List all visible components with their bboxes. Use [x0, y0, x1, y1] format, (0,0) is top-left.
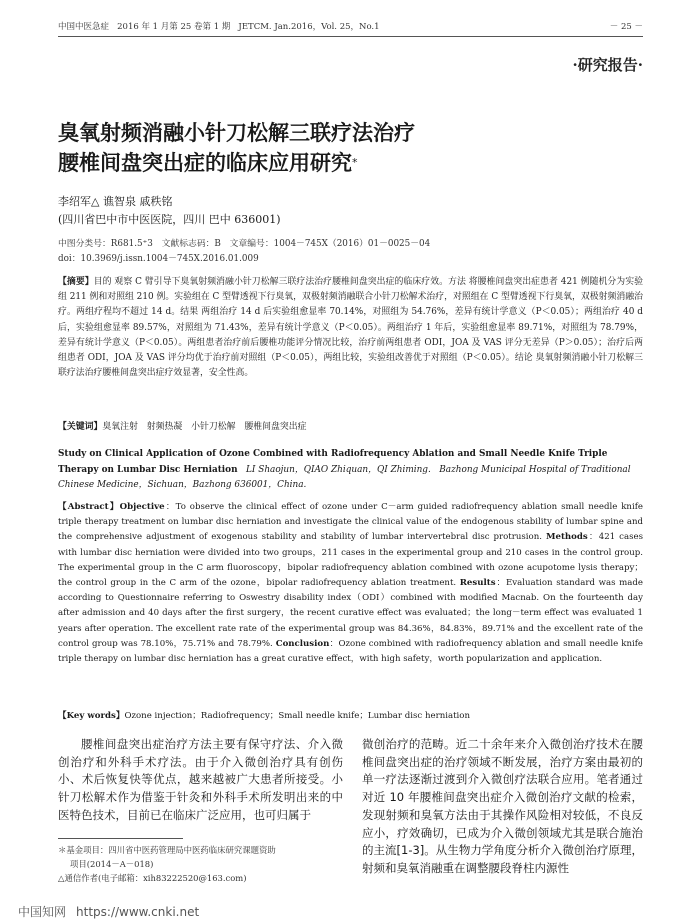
methods-text: ：421 cases with lumbar disc herniation were divided into two groups，211 cases in the experimental group and 210 cases in the control group. The experimental group in the C arm fluoroscopy，bipolar radiofrequency ablation combined with ozone acupotome lysis therapy；the control group in the C arm of the ozone，bipolar radiofrequency ablation treatment.: [58, 532, 644, 589]
en-title: Study on Clinical Application of Ozone Combined with Radiofrequency Ablation and Small Needle Knife Triple Therapy on Lumbar Disc Herniation: [58, 449, 608, 475]
fund-note: ＊基金项目：四川省中医药管理局中医药临床研究课题资助: [58, 845, 276, 855]
results-text: ：Evaluation standard was made according to Questionnaire referring to Oswestry disability index（ODI）combined with modified Macnab. On the fourteenth day after admission and 40 days after the first surgery，the recent curative effect was evaluated；the long－term effect was evaluated 1 years after operation. The excellent rate rate of the experimental group was 84.36%，84.83%，89.71% and the excellent rate of the control group was 78.10%，75.71% and 78.79%.: [58, 578, 643, 649]
page-number: － 25 －: [609, 22, 643, 32]
corresponding-author-note: △通信作者(电子邮箱：xih83222520@163.com): [58, 873, 247, 883]
watermark-brand: 中国知网: [18, 905, 67, 919]
en-keywords-text: Ozone injection；Radiofrequency；Small needle knife；Lumbar disc herniation: [124, 711, 471, 721]
en-affiliation: Bazhong Municipal Hospital of Traditional Chinese Medicine，Sichuan，Bazhong 636001，China.: [58, 464, 631, 490]
running-header: [58, 20, 643, 32]
article-meta: [58, 237, 430, 267]
cn-keywords-text: 臭氧注射 射频热凝 小针刀松解 腰椎间盘突出症: [102, 422, 307, 432]
en-keywords: [58, 709, 643, 721]
cnki-watermark: [18, 903, 209, 920]
en-abstract: [58, 500, 643, 667]
en-authors: LI Shaojun，QIAO Zhiquan，QI Zhiming.: [246, 464, 431, 475]
footnotes: [58, 843, 348, 885]
journal-name: 中国中医急症: [58, 22, 110, 32]
affiliation: (四川省巴中市中医医院，四川 巴中 636001): [58, 213, 281, 226]
issue-cn: 2016 年 1 月第 25 卷第 1 期: [117, 22, 231, 32]
header-rule: [58, 36, 643, 37]
conclusion-text: ：Ozone combined with radiofrequency ablation and small needle knife triple therapy on lumbar disc herniation has a great curative effect，with high safety，worth popularization and application.: [58, 638, 643, 665]
cn-keywords-label: 【关键词】: [58, 422, 103, 432]
cn-abstract-label: 【摘要】: [58, 277, 94, 287]
cn-keywords: [58, 419, 643, 432]
column-tag: ·研究报告·: [572, 56, 643, 74]
header-left: [58, 20, 380, 32]
body-column-left: 腰椎间盘突出症治疗方法主要有保守疗法、介入微创治疗和外科手术疗法。由于介入微创治疗具有创伤小、术后恢复快等优点，越来越被广大患者所接受。小针刀松解术作为借鉴于针灸和外科手术所发明出来的中医特色技术，目前已在临床广泛应用，也可归属于: [58, 737, 343, 822]
title-line-2: 腰椎间盘突出症的临床应用研究: [58, 151, 352, 175]
title-line-1: 臭氧射频消融小针刀松解三联疗法治疗: [58, 121, 415, 145]
authors: 李绍军△ 谯智泉 戚秩铭: [58, 195, 173, 208]
classification-line: 中图分类号：R681.5⁺3 文献标志码：B 文章编号：1004－745X（2016）01－0025－04: [58, 239, 431, 249]
cn-abstract-text: 目的 观察 C 臂引导下臭氧射频消融小针刀松解三联疗法治疗腰椎间盘突出症的临床疗效。方法 将腰椎间盘突出症患者 421 例随机分为实验组 211 例和对照组 210 例。实验组在 C 型臂透视下行臭氧，双极射频消融联合小针刀松解术治疗，对照组在 C 型臂透视下行臭氧，双极射频消融治疗。两组疗程均不超过 14 d。结果 两组治疗 14 d 后实验组愈显率 70.14%，对照组为 54.76%，差异有统计学意义（P＜0.05）；两组治疗 40 d 后，实验组愈显率 89.57%，对照组为 71.43%，差异有统计学意义（P＜0.05）。两组治疗 1 年后，实验组愈显率 89.71%，对照组为 78.79%，差异有统计学意义（P＜0.05）。两组患者治疗前后腰椎功能评分情况比较，治疗前两组患者 ODI，JOA 及 VAS 评分无差异（P＞0.05）；治疗后两组患者 ODI，JOA 及 VAS 评分均优于治疗前对照组（P＜0.05），两组比较，实验组改善优于对照组（P＜0.05）。结论 臭氧射频消融小针刀松解三联疗法治疗腰椎间盘突出症疗效显著，安全性高。: [58, 277, 644, 379]
body-column-right: 微创治疗的范畴。近二十余年来介入微创治疗技术在腰椎间盘突出症的治疗领域不断发展，治疗方案由最初的单一疗法逐渐过渡到介入微创疗法联合应用。笔者通过对近 10 年腰椎间盘突出症介入微创治疗文献的检索，发现射频和臭氧方法由于其操作风险相对较低，不良反应小，疗效确切，已成为介入微创领域尤其是联合施治的主流[1-3]。从生物力学角度分析介入微创治疗原理，射频和臭氧消融重在调整腰段脊柱内源性: [362, 737, 643, 875]
article-title: [58, 118, 578, 178]
doi-line: doi：10.3969/j.issn.1004－745X.2016.01.009: [58, 254, 259, 264]
watermark-url: https://www.cnki.net: [76, 905, 200, 919]
en-keywords-label: 【Key words】: [58, 711, 125, 721]
issue-en: JETCM. Jan.2016，Vol. 25，No.1: [238, 22, 380, 32]
cn-abstract: [58, 275, 643, 381]
footnote-rule: [58, 838, 183, 839]
conclusion-label: Conclusion: [275, 638, 330, 649]
objective-label: Objective: [119, 502, 165, 512]
fund-note-cont: 项目(2014－A－018): [70, 859, 154, 869]
objective-text: ：To observe the clinical effect of ozone under C－arm guided radiofrequency ablation small needle knife triple therapy treatment on lumbar disc herniation and investigate the clinical value of the endogenous stability of lumbar spine and the comprehensive adjustment of exogenous stability and stability of lumbar intervertebral disc protrusion.: [58, 502, 643, 543]
results-label: Results: [459, 578, 496, 589]
title-footnote-mark: *: [352, 156, 358, 169]
en-abstract-label: 【Abstract】: [58, 502, 120, 512]
en-title-block: [58, 447, 643, 494]
methods-label: Methods: [545, 532, 588, 543]
